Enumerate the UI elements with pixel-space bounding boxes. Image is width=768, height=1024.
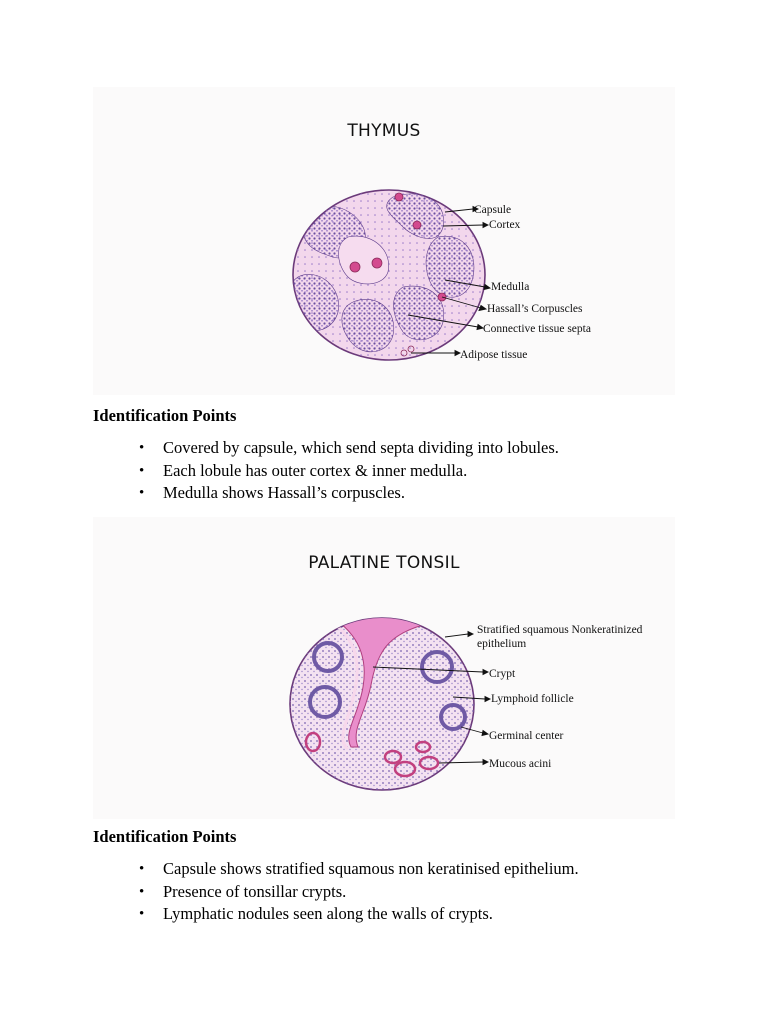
label-hassalls-corpuscles: Hassall’s Corpuscles [487, 303, 583, 315]
tonsil-title: PALATINE TONSIL [308, 553, 460, 573]
list-item: • Covered by capsule, which send septa dividing into lobules. [93, 437, 559, 460]
label-germinal-center: Germinal center [489, 730, 564, 742]
list-item: • Presence of tonsillar crypts. [93, 881, 579, 904]
label-cortex: Cortex [489, 219, 521, 231]
thymus-figure [93, 87, 675, 395]
label-crypt: Crypt [489, 668, 516, 680]
tonsil-points-list [93, 858, 579, 926]
label-mucous-acini: Mucous acini [489, 758, 552, 770]
label-adipose-tissue: Adipose tissue [460, 349, 528, 361]
label-capsule: Capsule [474, 204, 512, 216]
label-epithelium: epithelium [477, 638, 527, 650]
list-item: • Lymphatic nodules seen along the walls of crypts. [93, 903, 579, 926]
thymus-title: THYMUS [347, 121, 421, 141]
tonsil-diagram [93, 517, 675, 819]
label-stratified-squamous: Stratified squamous Nonkeratinized [477, 624, 643, 636]
tonsil-figure [93, 517, 675, 819]
label-medulla: Medulla [491, 281, 530, 293]
list-item: • Capsule shows stratified squamous non keratinised epithelium. [93, 858, 579, 881]
label-lymphoid-follicle: Lymphoid follicle [491, 693, 574, 705]
label-connective-tissue-septa: Connective tissue septa [483, 323, 591, 335]
list-item: • Medulla shows Hassall’s corpuscles. [93, 482, 559, 505]
thymus-points-list [93, 437, 559, 505]
identification-points-heading: Identification Points [93, 827, 237, 846]
identification-points-heading: Identification Points [93, 406, 237, 425]
list-item: • Each lobule has outer cortex & inner medulla. [93, 460, 559, 483]
thymus-diagram [93, 87, 675, 395]
